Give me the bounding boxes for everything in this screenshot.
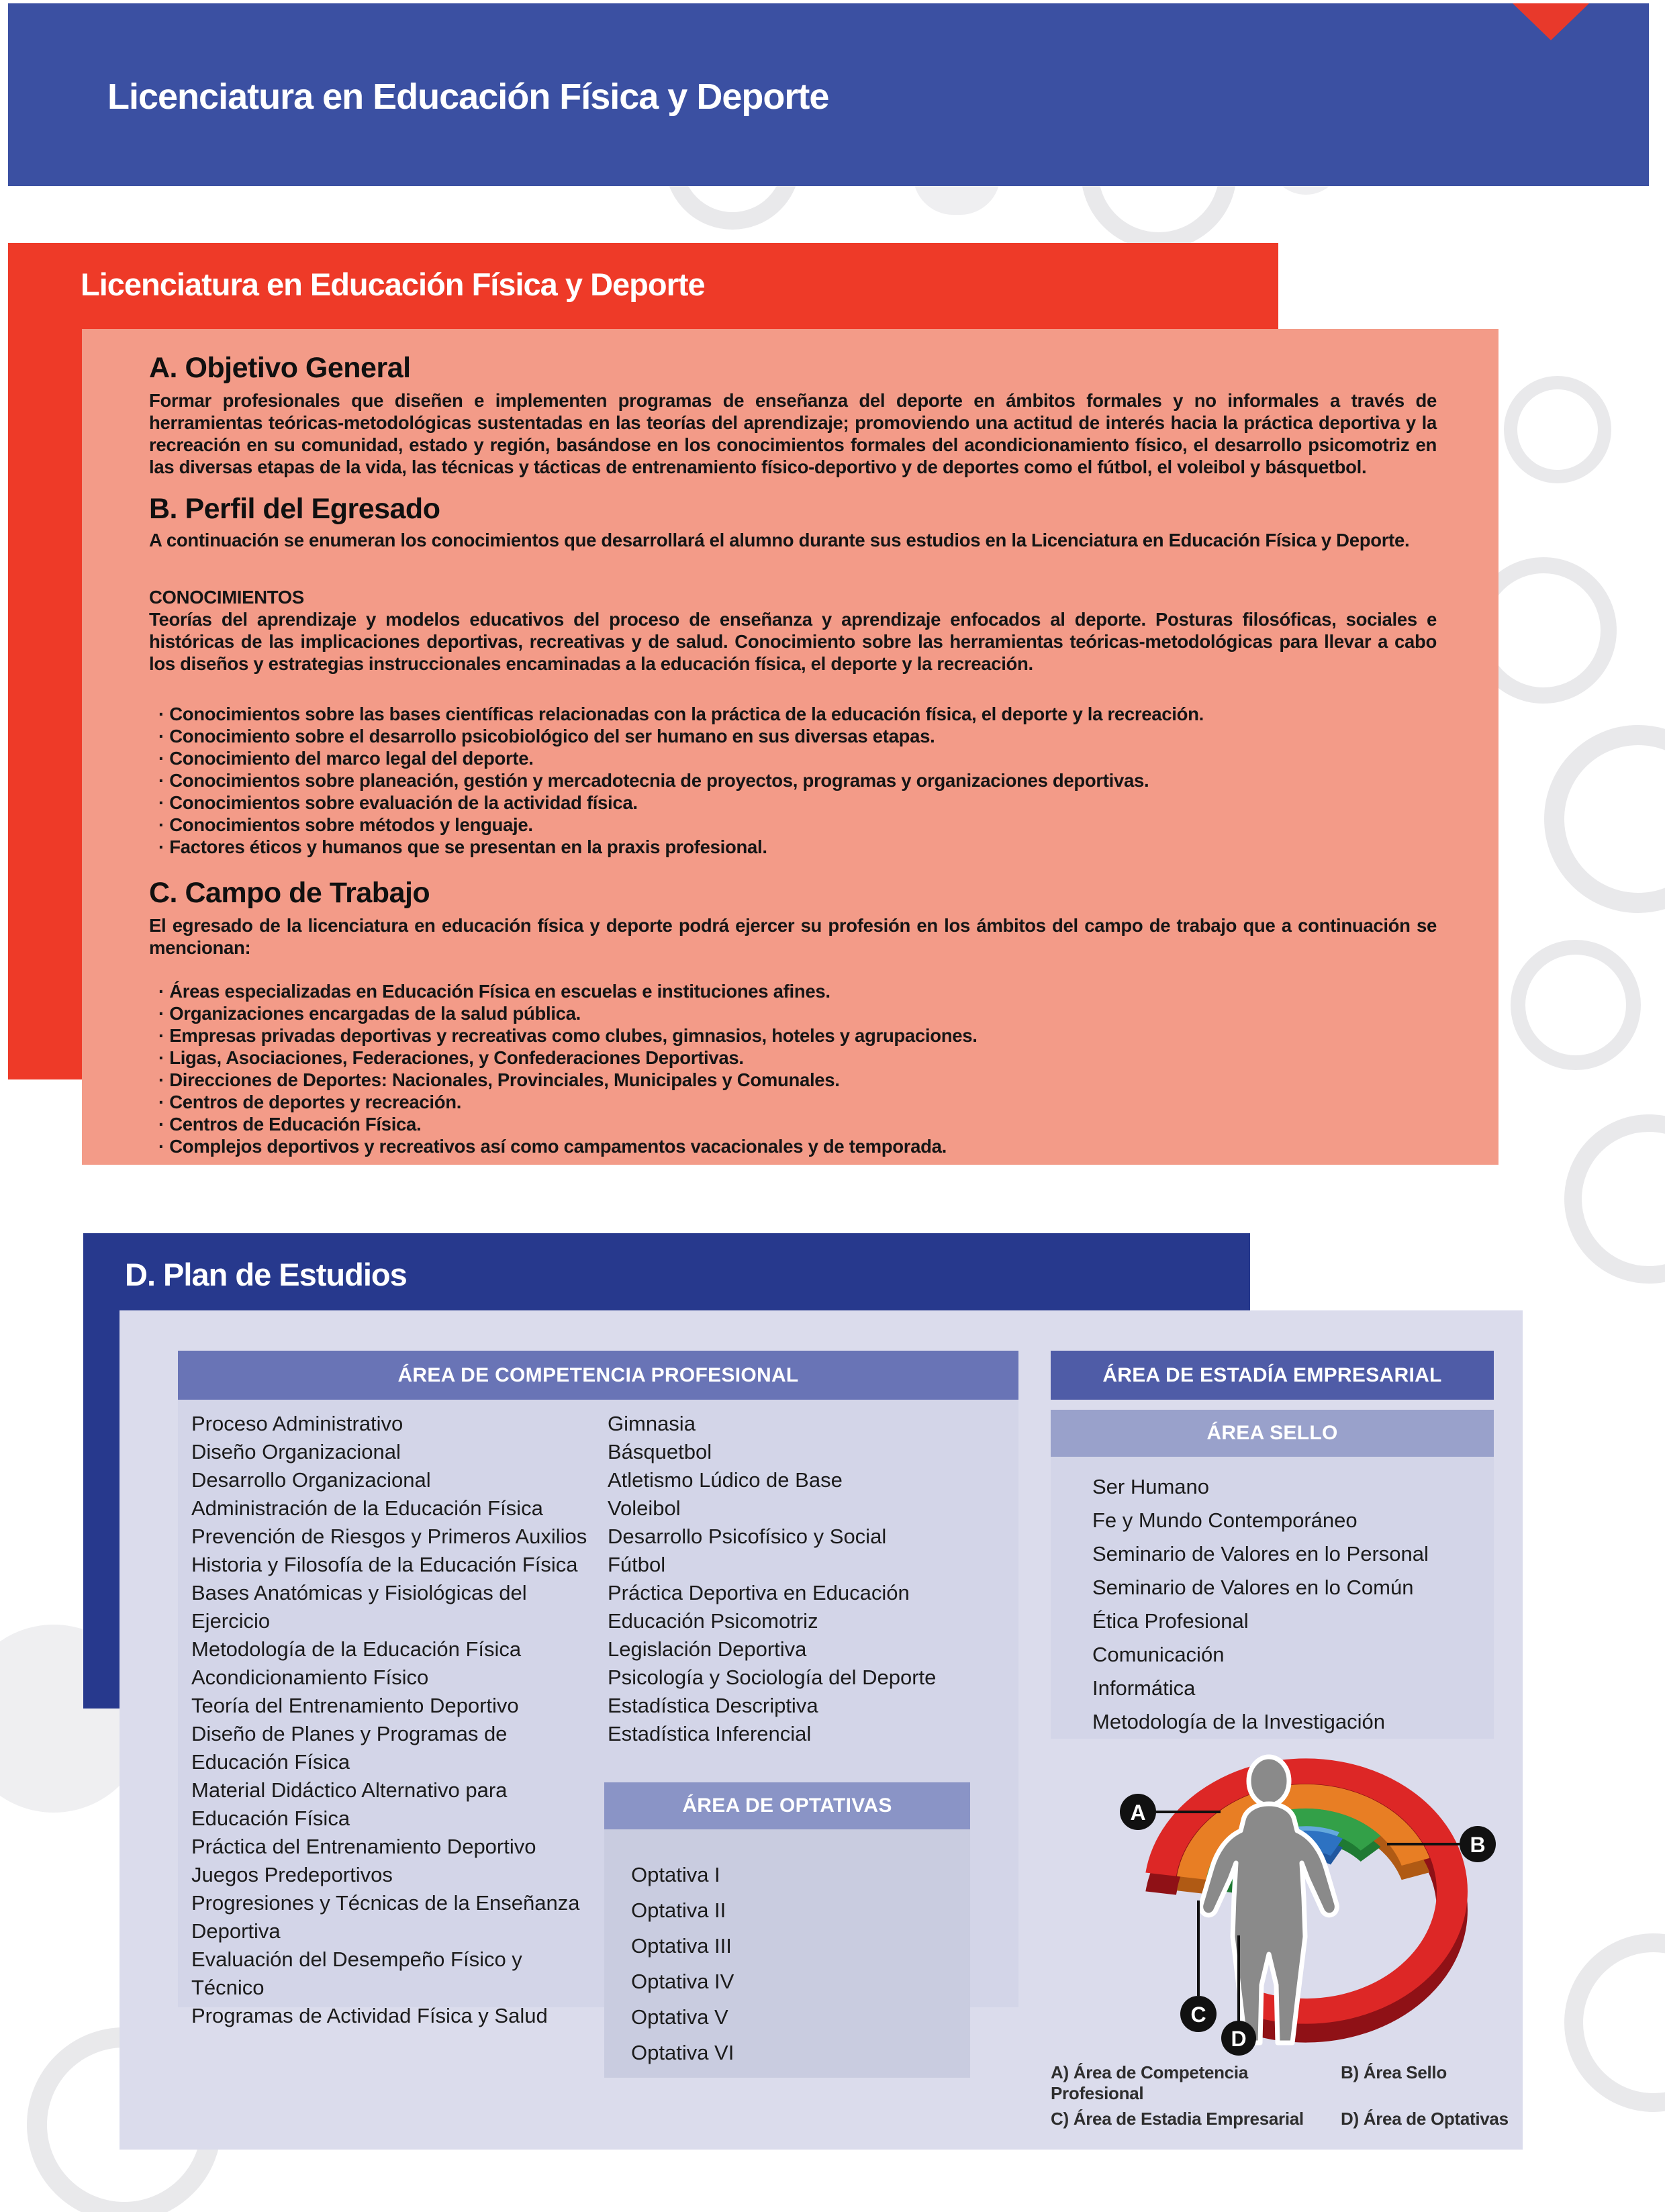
bullet-item: · Conocimiento sobre el desarrollo psicobiológico del ser humano en sus diversas etapas. xyxy=(156,725,1437,747)
course-item: Práctica Deportiva en Educación xyxy=(608,1581,910,1604)
callout-d-letter: D xyxy=(1231,2027,1247,2051)
bullet-item: · Empresas privadas deportivas y recreativas como clubes, gimnasios, hoteles y agrupaciones. xyxy=(156,1024,1437,1047)
bullet-item: · Áreas especializadas en Educación Física en escuelas e instituciones afines. xyxy=(156,980,1437,1002)
course-item: Progresiones y Técnicas de la Enseñanza Deportiva xyxy=(191,1891,580,1943)
course-item: Optativa I xyxy=(631,1863,720,1886)
watermark-circle xyxy=(1544,725,1665,913)
course-item: Fútbol xyxy=(608,1553,666,1576)
legend-item: A) Área de Competencia Profesional xyxy=(1051,2062,1248,2103)
area-competencia-header xyxy=(178,1351,1018,1400)
area-sello-header xyxy=(1051,1410,1494,1457)
area-estadia-title: ÁREA DE ESTADÍA EMPRESARIAL xyxy=(1102,1363,1442,1386)
course-item: Desarrollo Organizacional xyxy=(191,1468,431,1492)
bookmark-triangle-icon xyxy=(1513,3,1589,40)
section-heading-perfil: B. Perfil del Egresado xyxy=(149,493,440,525)
area-sello-title: ÁREA SELLO xyxy=(1206,1422,1338,1444)
conocimientos-label: CONOCIMIENTOS xyxy=(149,587,304,608)
area-estadia-header xyxy=(1051,1351,1494,1400)
optativas-course-list xyxy=(631,1857,940,2070)
course-item: Fe y Mundo Contemporáneo xyxy=(1092,1508,1358,1532)
sello-course-list xyxy=(1092,1470,1482,1739)
course-item: Metodología de la Educación Física xyxy=(191,1637,522,1661)
course-item: Diseño Organizacional xyxy=(191,1440,401,1463)
callout-a-letter: A xyxy=(1130,1800,1146,1825)
course-item: Seminario de Valores en lo Personal xyxy=(1092,1542,1429,1566)
course-item: Teoría del Entrenamiento Deportivo xyxy=(191,1694,519,1717)
bullet-item: · Conocimientos sobre las bases científicas relacionadas con la práctica de la educación física, el deporte y la recreación. xyxy=(156,703,1437,725)
callout-b-letter: B xyxy=(1470,1833,1486,1857)
page-title: Licenciatura en Educación Física y Deporte xyxy=(107,77,829,117)
course-item: Desarrollo Psicofísico y Social xyxy=(608,1525,887,1548)
callout-c-letter: C xyxy=(1190,2003,1206,2027)
watermark-circle xyxy=(1564,1933,1665,2112)
perfil-intro: A continuación se enumeran los conocimientos que desarrollará el alumno durante sus estudios en la Licenciatura en Educación Física y Deporte. xyxy=(149,530,1410,550)
bullet-item: · Direcciones de Deportes: Nacionales, Provinciales, Municipales y Comunales. xyxy=(156,1069,1437,1091)
red-side-band xyxy=(8,243,83,1079)
course-item: Educación Psicomotriz xyxy=(608,1609,818,1633)
program-banner xyxy=(8,243,1278,329)
course-item: Acondicionamiento Físico xyxy=(191,1666,429,1689)
course-item: Optativa IV xyxy=(631,1970,734,1993)
bullet-item: · Centros de Educación Física. xyxy=(156,1113,1437,1135)
area-competencia-title: ÁREA DE COMPETENCIA PROFESIONAL xyxy=(397,1363,799,1386)
section-heading-objetivo: A. Objetivo General xyxy=(149,352,411,384)
course-item: Ética Profesional xyxy=(1092,1609,1249,1633)
course-item: Voleibol xyxy=(608,1496,681,1520)
course-item: Básquetbol xyxy=(608,1440,712,1463)
course-item: Optativa VI xyxy=(631,2041,734,2064)
course-item: Comunicación xyxy=(1092,1643,1225,1666)
bullet-item: · Factores éticos y humanos que se presentan en la praxis profesional. xyxy=(156,836,1437,858)
program-content-box xyxy=(82,329,1498,1165)
area-optativas-header xyxy=(604,1782,970,1829)
course-item: Optativa V xyxy=(631,2005,728,2029)
bullet-item: · Complejos deportivos y recreativos así como campamentos vacacionales y de temporada. xyxy=(156,1135,1437,1157)
campo-bullet-list xyxy=(149,980,1437,1157)
course-item: Optativa II xyxy=(631,1898,726,1922)
course-item: Historia y Filosofía de la Educación Física xyxy=(191,1553,578,1576)
bullet-item: · Conocimiento del marco legal del deporte. xyxy=(156,747,1437,769)
course-item: Juegos Predeportivos xyxy=(191,1863,393,1886)
course-item: Bases Anatómicas y Fisiológicas del Ejercicio xyxy=(191,1581,527,1633)
legend-item: C) Área de Estadia Empresarial xyxy=(1051,2109,1304,2129)
course-item: Evaluación del Desempeño Físico y Técnico xyxy=(191,1947,522,1999)
area-optativas-title: ÁREA DE OPTATIVAS xyxy=(682,1794,892,1817)
course-item: Gimnasia xyxy=(608,1412,696,1435)
plan-title: D. Plan de Estudios xyxy=(125,1257,407,1292)
bullet-item: · Conocimientos sobre métodos y lenguaje. xyxy=(156,814,1437,836)
watermark-circle xyxy=(1511,940,1641,1070)
course-item: Estadística Inferencial xyxy=(608,1722,812,1745)
bullet-item: · Ligas, Asociaciones, Federaciones, y Confederaciones Deportivas. xyxy=(156,1047,1437,1069)
section-heading-campo: C. Campo de Trabajo xyxy=(149,877,430,909)
bullet-item: · Organizaciones encargadas de la salud pública. xyxy=(156,1002,1437,1024)
course-item: Informática xyxy=(1092,1676,1196,1700)
course-item: Programas de Actividad Física y Salud xyxy=(191,2004,548,2027)
campo-intro: El egresado de la licenciatura en educación física y deporte podrá ejercer su profesión en los ámbitos del campo de trabajo que a continuación se mencionan: xyxy=(149,915,1437,958)
course-item: Práctica del Entrenamiento Deportivo xyxy=(191,1835,536,1858)
course-item: Atletismo Lúdico de Base xyxy=(608,1468,843,1492)
competencia-course-column-2 xyxy=(608,1410,1010,1748)
course-item: Diseño de Planes y Programas de Educación Física xyxy=(191,1722,508,1774)
diagram-legend xyxy=(1051,2062,1514,2129)
watermark-circle xyxy=(1504,376,1611,483)
course-item: Proceso Administrativo xyxy=(191,1412,403,1435)
objetivo-body: Formar profesionales que diseñen e implementen programas de enseñanza del deporte en ámbitos formales y no informales a través de herramientas teóricas-metodológicas sustentadas en las teorías del aprendizaje; promoviendo una actitud de interés hacia la práctica deportiva y la recreación en su comunidad, estado y región, basándose en los conocimientos formales del acondicionamiento físico, el desarrollo psicomotriz en las diversas etapas de la vida, las técnicas y tácticas de entrenamiento físico-deportivo y de deportes como el fútbol, el voleibol y básquetbol. xyxy=(149,390,1437,477)
page-header-band xyxy=(8,3,1649,186)
course-item: Optativa III xyxy=(631,1934,732,1958)
watermark-circle xyxy=(1564,1114,1665,1284)
course-item: Legislación Deportiva xyxy=(608,1637,807,1661)
bullet-item: · Conocimientos sobre evaluación de la actividad física. xyxy=(156,791,1437,814)
legend-item: D) Área de Optativas xyxy=(1341,2109,1509,2129)
course-item: Administración de la Educación Física xyxy=(191,1496,543,1520)
course-item: Metodología de la Investigación xyxy=(1092,1710,1386,1733)
competencia-course-column-1 xyxy=(191,1410,594,2030)
curriculum-rings-diagram xyxy=(1047,1729,1517,2058)
course-item: Seminario de Valores en lo Común xyxy=(1092,1576,1414,1599)
program-banner-title: Licenciatura en Educación Física y Deporte xyxy=(81,267,705,302)
perfil-bullet-list xyxy=(149,703,1437,858)
course-item: Estadística Descriptiva xyxy=(608,1694,818,1717)
conocimientos-body: Teorías del aprendizaje y modelos educativos del proceso de enseñanza y aprendizaje enfocados al deporte. Posturas filosóficas, sociales e históricas de las implicaciones deportivas, recreativas y de salud. Conocimiento sobre las herramientas teóricas-metodológicas para llevar a cabo los diseños y estrategias instruccionales encaminadas a la educación física, el deporte y la recreación. xyxy=(149,609,1437,674)
course-item: Prevención de Riesgos y Primeros Auxilios xyxy=(191,1525,587,1548)
bullet-item: · Conocimientos sobre planeación, gestión y mercadotecnia de proyectos, programas y organizaciones deportivas. xyxy=(156,769,1437,791)
course-item: Ser Humano xyxy=(1092,1475,1210,1498)
course-item: Material Didáctico Alternativo para Educación Física xyxy=(191,1778,508,1830)
course-item: Psicología y Sociología del Deporte xyxy=(608,1666,937,1689)
bullet-item: · Centros de deportes y recreación. xyxy=(156,1091,1437,1113)
legend-item: B) Área Sello xyxy=(1341,2062,1447,2082)
